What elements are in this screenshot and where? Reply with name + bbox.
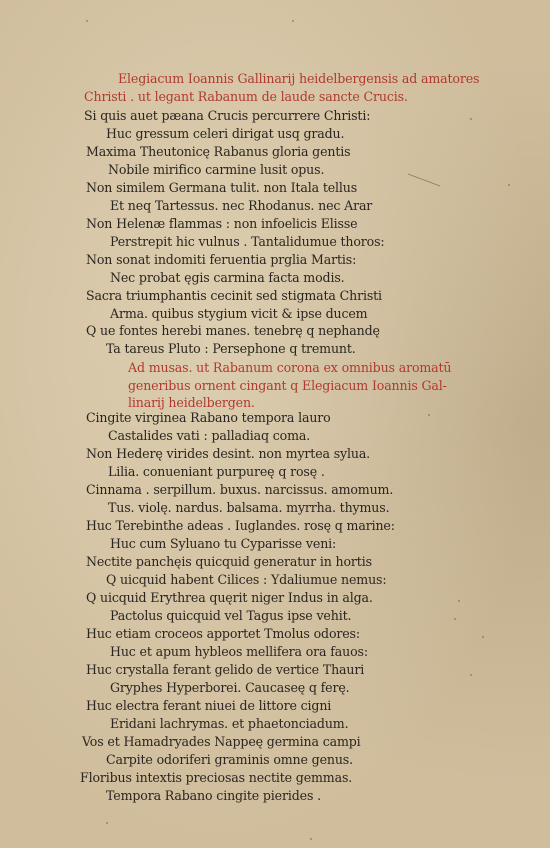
verse-line: Huc Terebinthe adeas . Iuglandes. rosę q marine: [86, 518, 395, 533]
verse-line: Arma. quibus stygium vicit & ipse ducem [110, 306, 368, 321]
verse-line: Q uicquid Erythrea quęrit niger Indus in alga. [86, 590, 373, 605]
verse-line: Si quis auet pæana Crucis percurrere Christi: [84, 108, 371, 123]
paper-speck [470, 118, 472, 120]
verse-line: Carpite odoriferi graminis omne genus. [106, 752, 353, 767]
verse-line: Lilia. conueniant purpureę q rosę . [108, 464, 325, 479]
verse-line: Gryphes Hyperborei. Caucaseę q ferę. [110, 680, 350, 695]
verse-line: Huc etiam croceos apportet Tmolus odores: [86, 626, 360, 641]
verse-line: Vos et Hamadryades Nappeę germina campi [82, 734, 361, 749]
paper-speck [292, 20, 294, 22]
verse-line: Huc cum Syluano tu Cyparisse veni: [110, 536, 337, 551]
verse-line: Et neq Tartessus. nec Rhodanus. nec Arar [110, 198, 373, 213]
verse-line: Non Helenæ flammas : non infoelicis Elisse [86, 216, 358, 231]
paper-speck [310, 838, 312, 840]
margin-pen-stroke [406, 170, 446, 190]
verse-line: Nectite panchęis quicquid generatur in hortis [86, 554, 372, 569]
verse-line: Non Hederę virides desint. non myrtea sylua. [86, 446, 371, 461]
verse-line: Non sonat indomiti feruentia prglia Martis: [86, 252, 357, 267]
verse-line: Pactolus quicquid vel Tagus ipse vehit. [110, 608, 352, 623]
verse-line: Cinnama . serpillum. buxus. narcissus. amomum. [86, 482, 394, 497]
paper-speck [106, 822, 108, 824]
heading-line: Christi . ut legant Rabanum de laude sancte Crucis. [84, 89, 408, 104]
rubric-line: Ad musas. ut Rabanum corona ex omnibus aromatū [128, 360, 452, 375]
heading-line: Elegiacum Ioannis Gallinarij heidelbergensis ad amatores [118, 71, 480, 86]
verse-line: Huc gressum celeri dirigat usq gradu. [106, 126, 345, 141]
verse-line: Castalides vati : palladiaq coma. [108, 428, 311, 443]
verse-line: Perstrepit hic vulnus . Tantalidumue thoros: [110, 234, 385, 249]
verse-line: Eridani lachrymas. et phaetonciadum. [110, 716, 349, 731]
verse-line: Q ue fontes herebi manes. tenebrę q nephandę [86, 323, 380, 338]
verse-line: Ta tareus Pluto : Persephone q tremunt. [106, 341, 356, 356]
verse-line: Maxima Theutonicę Rabanus gloria gentis [86, 144, 351, 159]
verse-line: Nec probat ęgis carmina facta modis. [110, 270, 345, 285]
paper-speck [458, 600, 460, 602]
verse-line: Sacra triumphantis cecinit sed stigmata Christi [86, 288, 382, 303]
verse-line: Huc electra ferant niuei de littore cigni [86, 698, 332, 713]
paper-speck [482, 636, 484, 638]
verse-line: Tempora Rabano cingite pierides . [106, 788, 321, 803]
verse-line: Floribus intextis preciosas nectite gemmas. [80, 770, 353, 785]
paper-speck [454, 618, 456, 620]
verse-line: Non similem Germana tulit. non Itala tellus [86, 180, 358, 195]
paper-speck [508, 184, 510, 186]
verse-line: Cingite virginea Rabano tempora lauro [86, 410, 331, 425]
rubric-line: linarij heidelbergen. [128, 395, 255, 410]
verse-line: Q uicquid habent Cilices : Ydaliumue nemus: [106, 572, 387, 587]
rubric-line: generibus ornent cingant q Elegiacum Ioannis Gal- [128, 378, 447, 393]
verse-line: Huc crystalla ferant gelido de vertice Thauri [86, 662, 365, 677]
verse-line: Tus. violę. nardus. balsama. myrrha. thymus. [108, 500, 390, 515]
paper-speck [86, 20, 88, 22]
verse-line: Huc et apum hybleos mellifera ora fauos: [110, 644, 368, 659]
verse-line: Nobile mirifico carmine lusit opus. [108, 162, 325, 177]
paper-speck [428, 414, 430, 416]
paper-speck [470, 674, 472, 676]
